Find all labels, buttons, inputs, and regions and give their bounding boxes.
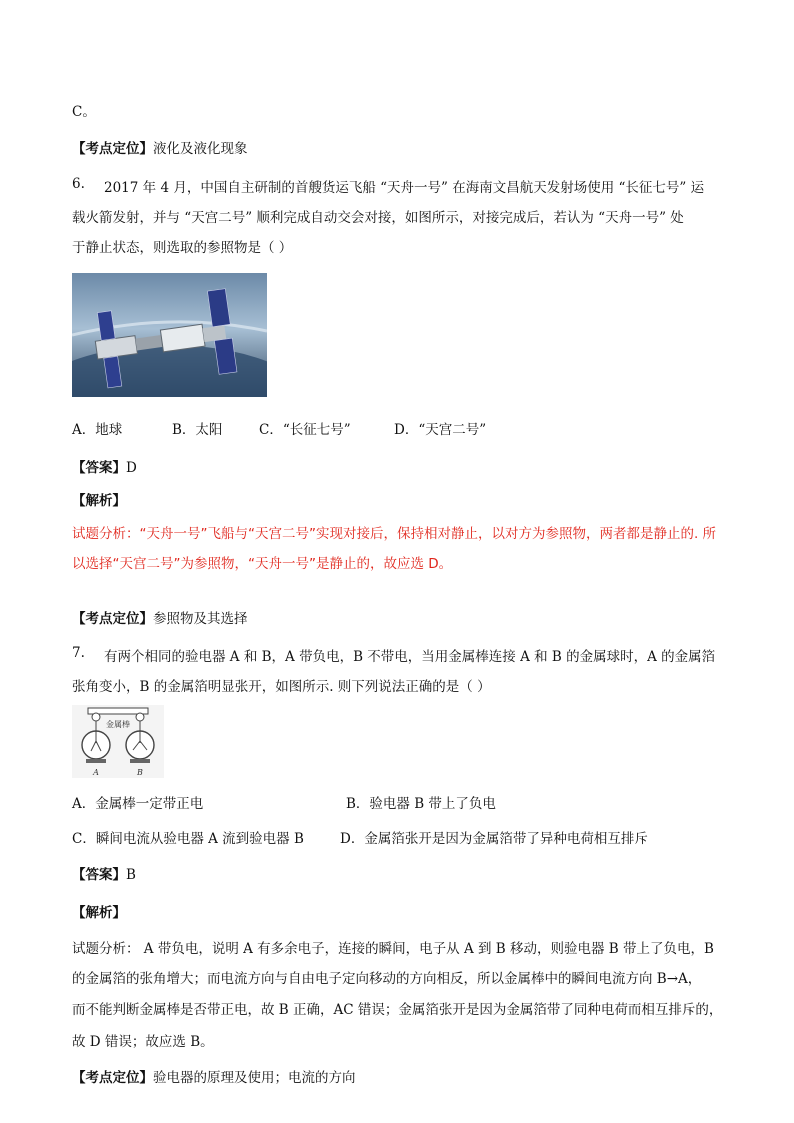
q7-analysis-line3: 而不能判断金属棒是否带正电，故 B 正确，AC 错误；金属箔张开是因为金属箔带了同种电荷而相互排斥的， <box>72 1002 723 1018</box>
prev-answer: C。 <box>72 104 96 120</box>
exam-point-2 <box>72 607 248 627</box>
q6-option-d: D．“天宫二号” <box>394 422 487 438</box>
q6-analysis-line2: 以选择“天宫二号”为参照物，“天舟一号”是静止的，故应选 D。 <box>72 556 453 572</box>
q7-analysis-line4: 故 D 错误；故应选 B。 <box>72 1034 214 1050</box>
q6-analysis-line1: 试题分析：“天舟一号”飞船与“天宫二号”实现对接后，保持相对静止，以对方为参照物，两者都是静止的. 所 <box>72 526 717 542</box>
q7-line2: 张角变小，B 的金属箔明显张开，如图所示. 则下列说法正确的是（ ） <box>72 679 491 695</box>
exam-point-tag: 【考点定位】 <box>72 1070 153 1086</box>
q7-answer <box>72 863 136 883</box>
q6-option-a: A．地球 <box>72 422 123 438</box>
q6-option-c: C．“长征七号” <box>259 422 351 438</box>
label-a: A <box>93 768 99 777</box>
answer-value: B <box>126 867 136 883</box>
rod-label: 金属棒 <box>106 720 130 729</box>
q7-number: 7. <box>72 645 85 661</box>
q6-option-b: B．太阳 <box>172 422 223 438</box>
answer-tag: 【答案】 <box>72 867 126 883</box>
q7-option-c: C．瞬间电流从验电器 A 流到验电器 B <box>72 831 304 847</box>
exam-point-text: 参照物及其选择 <box>153 611 248 627</box>
q6-line1: 2017 年 4 月，中国自主研制的首艘货运飞船 “天舟一号” 在海南文昌航天发射场使用 “长征七号” 运 <box>104 180 705 196</box>
q6-analysis-tag: 【解析】 <box>72 493 126 509</box>
q6-line3: 于静止状态，则选取的参照物是（ ） <box>72 240 293 256</box>
q7-analysis-line2: 的金属箔的张角增大；而电流方向与自由电子定向移动的方向相反，所以金属棒中的瞬间电流方向 B→A， <box>72 971 702 987</box>
electroscope-diagram <box>72 705 164 778</box>
answer-value: D <box>126 460 137 476</box>
q6-number: 6. <box>72 176 85 192</box>
q6-line2: 载火箭发射，并与 “天宫二号” 顺利完成自动交会对接，如图所示，对接完成后，若认为 “天舟一号” 处 <box>72 210 684 226</box>
exam-point-3 <box>72 1066 356 1086</box>
spacecraft-illustration <box>72 273 267 397</box>
q7-option-d: D．金属箔张开是因为金属箔带了异种电荷相互排斥 <box>340 831 648 847</box>
q7-option-b: B．验电器 B 带上了负电 <box>346 796 496 812</box>
electroscope-figure <box>72 705 164 778</box>
exam-point-text: 液化及液化现象 <box>153 141 248 157</box>
q6-answer <box>72 456 137 476</box>
exam-point-1 <box>72 137 248 157</box>
spacecraft-image <box>72 273 267 397</box>
exam-point-tag: 【考点定位】 <box>72 141 153 157</box>
label-b: B <box>137 768 143 777</box>
exam-point-text: 验电器的原理及使用；电流的方向 <box>153 1070 356 1086</box>
q7-line1: 有两个相同的验电器 A 和 B，A 带负电，B 不带电，当用金属棒连接 A 和 B 的金属球时，A 的金属箔 <box>104 649 716 665</box>
exam-point-tag: 【考点定位】 <box>72 611 153 627</box>
q7-option-a: A．金属棒一定带正电 <box>72 796 204 812</box>
q7-analysis-tag: 【解析】 <box>72 905 126 921</box>
q7-analysis-line1: 试题分析： A 带负电，说明 A 有多余电子，连接的瞬间，电子从 A 到 B 移动，则验电器 B 带上了负电，B <box>72 941 714 957</box>
answer-tag: 【答案】 <box>72 460 126 476</box>
